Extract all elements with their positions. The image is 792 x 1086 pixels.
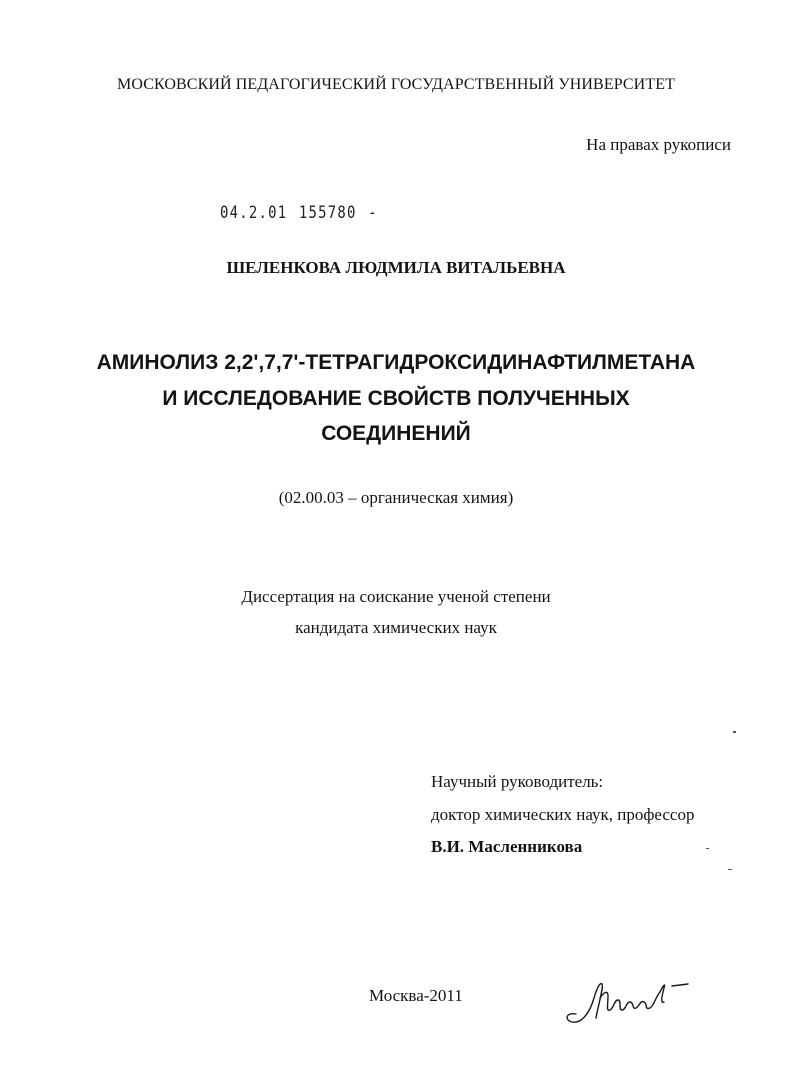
city-year: Москва-2011: [369, 986, 463, 1005]
title-line-1: АМИНОЛИЗ 2,2',7,7'-ТЕТРАГИДРОКСИДИНАФТИЛМЕТАНА: [96, 351, 696, 374]
manuscript-rights-note: На правах рукописи: [586, 135, 731, 154]
scan-speck: [706, 848, 709, 849]
specialty-code: (02.00.03 – органическая химия): [278, 488, 514, 507]
stamp-number: 155780: [298, 203, 357, 223]
scan-speck: [728, 869, 732, 870]
stamp-code: 04.2.01: [220, 203, 288, 223]
stamp-suffix: -: [368, 203, 378, 223]
supervisor-name: В.И. Масленникова: [431, 837, 583, 856]
supervisor-block: [431, 766, 694, 864]
library-stamp: [220, 203, 378, 223]
author-name: ШЕЛЕНКОВА ЛЮДМИЛА ВИТАЛЬЕВНА: [226, 258, 566, 277]
degree-line-2: кандидата химических наук: [295, 618, 497, 637]
supervisor-position: доктор химических наук, профессор: [431, 804, 695, 824]
degree-statement: [0, 581, 792, 643]
supervisor-label: Научный руководитель:: [431, 772, 604, 791]
university-name: МОСКОВСКИЙ ПЕДАГОГИЧЕСКИЙ ГОСУДАРСТВЕННЫЙ УНИВЕРСИТЕТ: [117, 76, 675, 93]
dissertation-title: [0, 345, 792, 452]
title-line-3: СОЕДИНЕНИЙ: [321, 422, 471, 445]
scan-speck: [733, 731, 736, 733]
degree-line-1: Диссертация на соискание ученой степени: [241, 587, 551, 606]
title-line-2: И ИССЛЕДОВАНИЕ СВОЙСТВ ПОЛУЧЕННЫХ: [162, 386, 630, 410]
handwritten-signature: [560, 962, 700, 1032]
